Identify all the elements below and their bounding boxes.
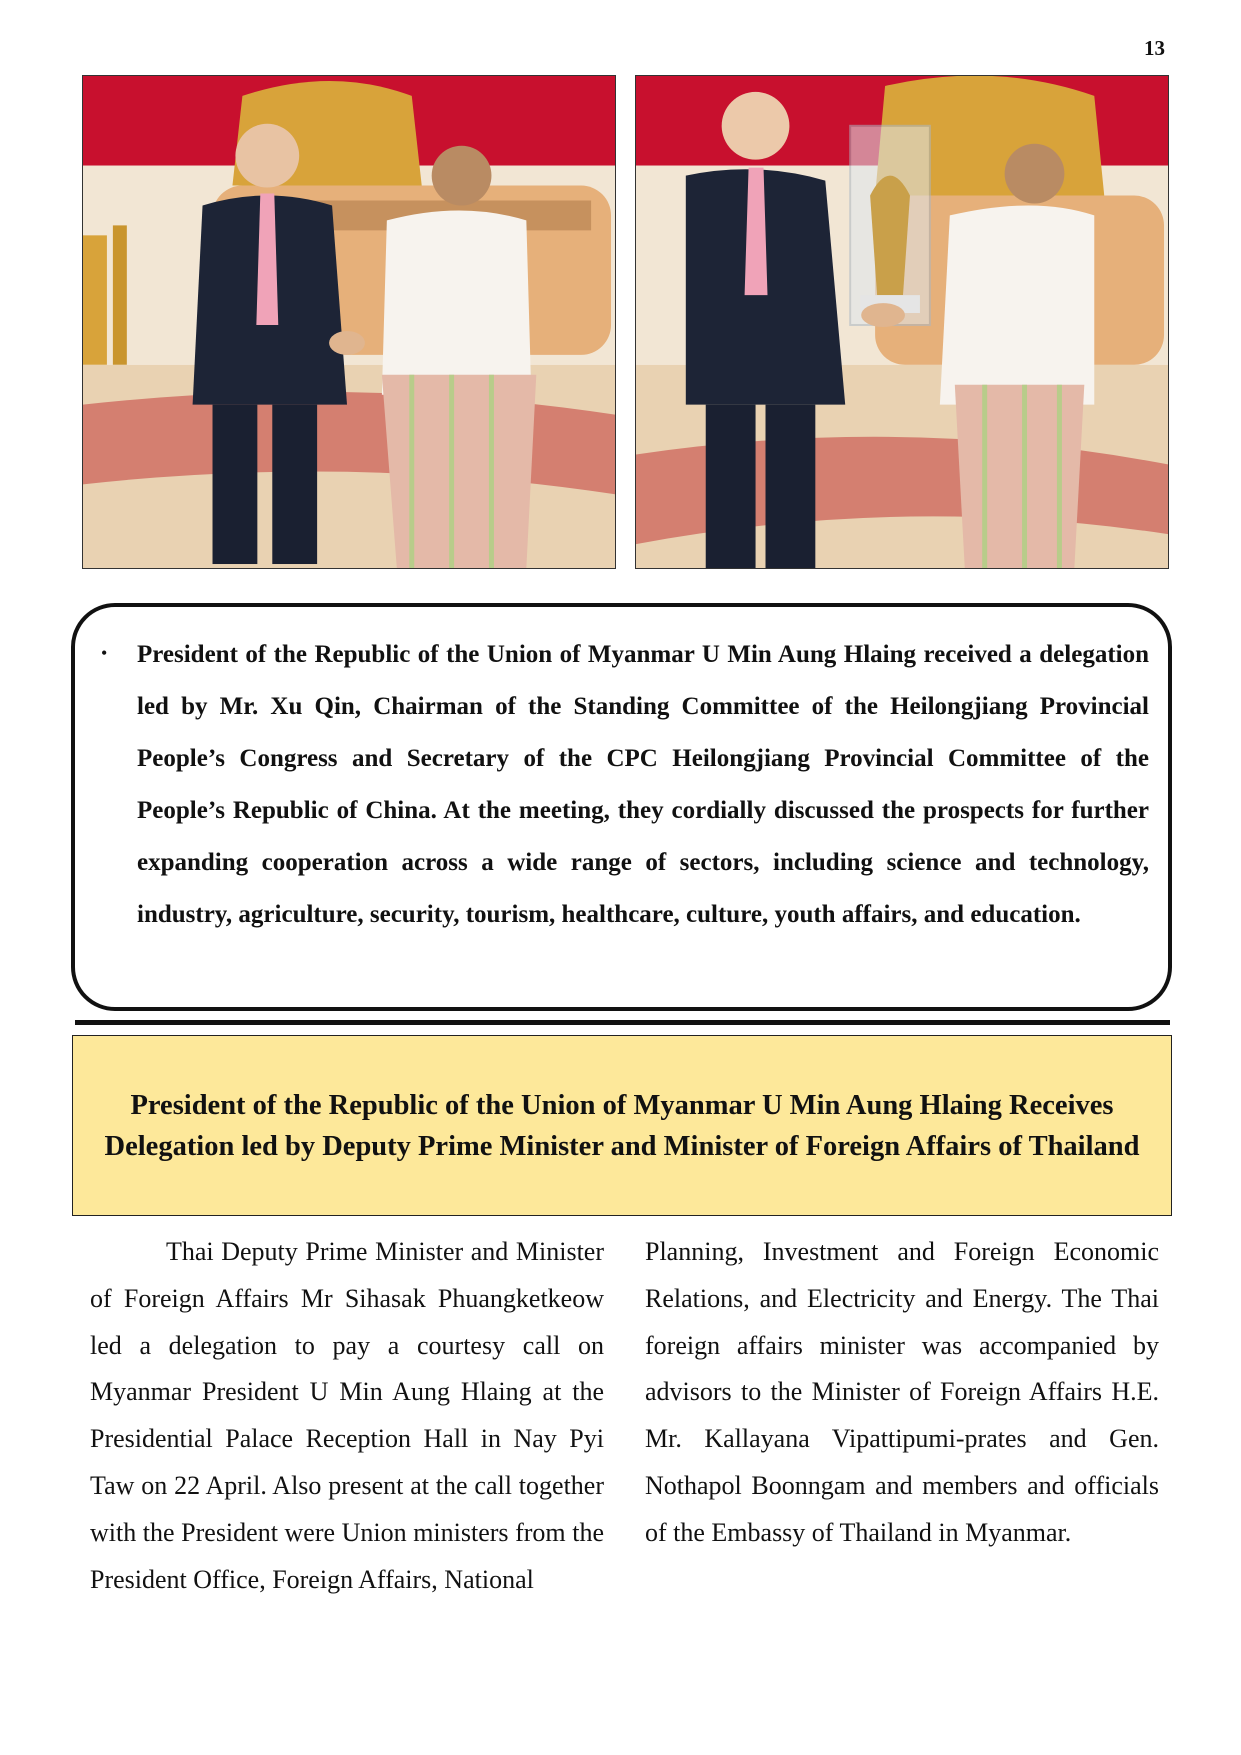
photo-caption-box — [71, 603, 1172, 1011]
article-body-left-column: Thai Deputy Prime Minister and Minister of Foreign Affairs Mr Sihasak Phuangketkeow led a delegation to pay a courtesy call on Myanmar President U Min Aung Hlaing at the Presidential Palace Reception Hall in Nay Pyi Taw on 22 April. Also present at the call together with the President were Union ministers from the President Office, Foreign Affairs, National — [90, 1237, 604, 1594]
bullet-icon: • — [101, 643, 108, 663]
photo-handshake — [82, 75, 616, 569]
page-number: 13 — [1144, 36, 1165, 60]
photo-gift-presentation — [635, 75, 1169, 569]
section-divider — [75, 1020, 1170, 1025]
article-headline-box — [72, 1035, 1172, 1216]
article-body-right-column: Planning, Investment and Foreign Economic Relations, and Electricity and Energy. The Thai foreign affairs minister was accompanied by advisors to the Minister of Foreign Affairs H.E. Mr. Kallayana Vipattipumi-prates and Gen. Nothapol Boonngam and members and officials of the Embassy of Thailand in Myanmar. — [645, 1237, 1159, 1547]
caption-text: President of the Republic of the Union of Myanmar U Min Aung Hlaing received a delegation led by Mr. Xu Qin, Chairman of the Standing Committee of the Heilongjiang Provincial People’s Congress and Secretary of the CPC Heilongjiang Provincial Committee of the People’s Republic of China. At the meeting, they cordially discussed the prospects for further expanding cooperation across a wide range of sectors, including science and technology, industry, agriculture, security, tourism, healthcare, culture, youth affairs, and education. — [137, 641, 1149, 928]
article-headline: President of the Republic of the Union of Myanmar U Min Aung Hlaing Receives Delegation led by Deputy Prime Minister and Minister of Foreign Affairs of Thailand — [104, 1089, 1140, 1162]
